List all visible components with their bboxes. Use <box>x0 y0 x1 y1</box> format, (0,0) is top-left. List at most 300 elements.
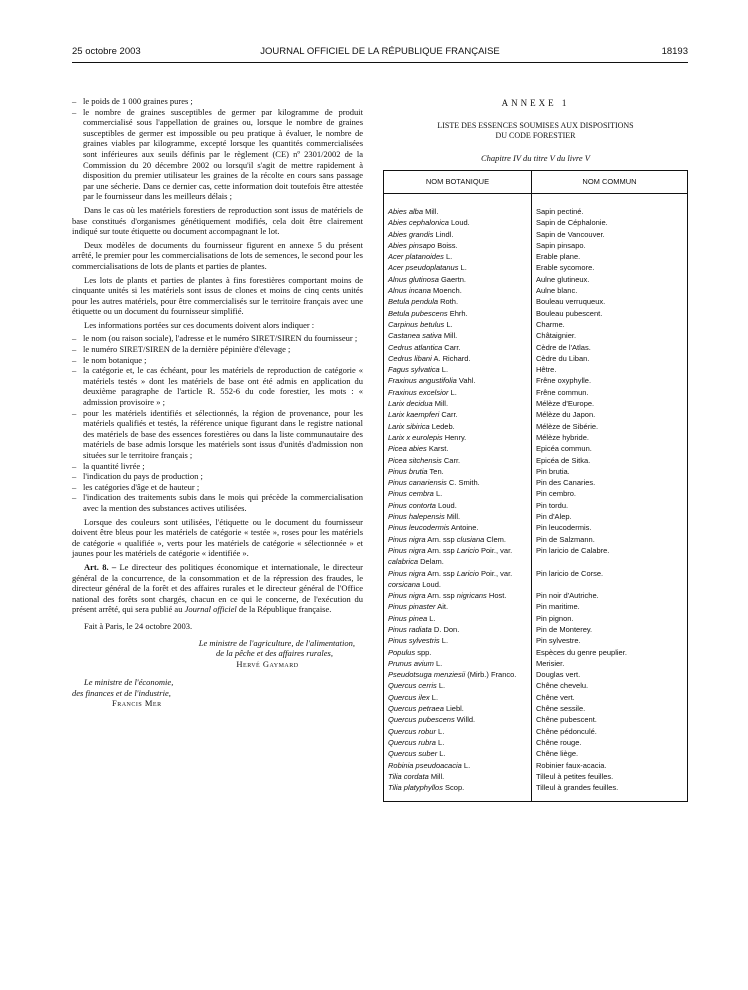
common-name-cell: Pin noir d'Autriche. <box>536 591 599 601</box>
common-name-cell: Châtaignier. <box>536 331 577 341</box>
botanical-name-cell <box>384 771 532 782</box>
article-8 <box>72 562 363 615</box>
article-8-end: de la République française. <box>236 604 332 615</box>
author-name: Ten. <box>427 466 444 476</box>
botanical-name-cell <box>384 455 532 466</box>
botanical-name-cell <box>384 488 532 499</box>
signatory-name: Francis Mer <box>112 698 162 709</box>
species-name: Quercus cerris <box>388 681 437 691</box>
common-name-cell: Pin maritime. <box>536 602 580 612</box>
author-name: Antoine. <box>449 523 479 533</box>
botanical-name-cell <box>384 669 532 680</box>
species-table <box>383 170 688 802</box>
species-name: Acer pseudoplatanus <box>388 263 459 273</box>
common-name-cell: Mélèze du Japon. <box>536 410 596 420</box>
species-name: Betula pubescens <box>388 308 448 318</box>
author-name: Liebl. <box>443 704 464 714</box>
species-name: calabrica <box>388 557 419 567</box>
table-row <box>384 217 688 228</box>
paragraph-colors: Lorsque des couleurs sont utilisées, l'étiquette ou le document du fournisseur doivent être bleus pour les matériels de catégorie « testée », roses pour les matériels de catégorie « qualifiée », verts pour les matériels de catégorie « sélectionnée » et jaunes pour les matériels de catégorie « identifiée ». <box>72 516 363 559</box>
common-name-cell: Robinier faux-acacia. <box>536 760 607 770</box>
species-name: Pinus brutia <box>388 466 428 476</box>
species-name: Tilia cordata <box>388 771 429 781</box>
author-name: Scop. <box>442 783 465 793</box>
species-name: Abies pinsapo <box>388 240 436 250</box>
table-row <box>384 669 688 680</box>
species-name: Populus <box>388 647 416 657</box>
botanical-name-cell <box>384 217 532 228</box>
table-row <box>384 534 688 545</box>
author-name: D. Don. <box>431 624 460 634</box>
author-name: Mill. <box>444 512 461 522</box>
author-name: Mill. <box>423 207 439 216</box>
species-name: Pinus nigra <box>388 568 426 578</box>
common-name-cell: Cèdre du Liban. <box>536 353 590 363</box>
author-name: L. <box>433 489 443 499</box>
botanical-name-cell <box>384 692 532 703</box>
table-row <box>384 511 688 522</box>
author-name: Ait. <box>435 602 449 612</box>
common-name-cell: Sapin de Céphalonie. <box>536 218 608 228</box>
table-row <box>384 703 688 714</box>
species-name: Larix decidua <box>388 399 433 409</box>
column-header-common: NOM COMMUN <box>532 171 688 194</box>
journal-officiel-mention: Journal officiel <box>184 604 237 615</box>
common-name-cell: Tilleul à grandes feuilles. <box>536 783 619 793</box>
botanical-name-cell <box>384 534 532 545</box>
table-row <box>384 466 688 477</box>
common-name-cell: Aulne glutineux. <box>536 274 590 284</box>
botanical-name-cell <box>384 296 532 307</box>
document-info-list <box>72 333 363 513</box>
table-row <box>384 432 688 443</box>
common-name-cell: Charme. <box>536 319 565 329</box>
common-name-cell: Cèdre de l'Atlas. <box>536 342 591 352</box>
paragraph-models: Deux modèles de documents du fournisseur figurent en annexe 5 du présent arrêté, le premier pour les commercialisations de lots de semences, le second pour les commercialisations de lots de plants et parties de plantes. <box>72 239 363 271</box>
common-name-cell: Chêne rouge. <box>536 737 582 747</box>
common-name-cell: Douglas vert. <box>536 670 581 680</box>
common-name-cell: Chêne sessile. <box>536 704 586 714</box>
seed-info-list <box>72 96 363 202</box>
species-name: Fraxinus angustifolia <box>388 376 457 386</box>
common-name-cell: Frêne commun. <box>536 387 589 397</box>
annex-chapter: Chapitre IV du titre V du livre V <box>481 153 590 163</box>
list-item: – le nom botanique ; <box>72 355 363 366</box>
table-row <box>384 319 688 330</box>
botanical-name-cell <box>384 342 532 353</box>
common-name-cell: Pin laricio de Calabre. <box>536 545 610 555</box>
common-name-cell: Chêne pédonculé. <box>536 726 597 736</box>
common-name-cell: Pin pignon. <box>536 613 574 623</box>
author-name: A. Richard. <box>431 353 471 363</box>
species-name: Tilia platyphyllos <box>388 783 443 793</box>
common-name-cell: Chêne vert. <box>536 692 575 702</box>
botanical-name-cell <box>384 590 532 601</box>
table-row <box>384 240 688 251</box>
header-date: 25 octobre 2003 <box>72 46 141 57</box>
botanical-name-cell <box>384 658 532 669</box>
list-item: – le numéro SIRET/SIREN de la dernière pépinière d'élevage ; <box>72 344 363 355</box>
species-name: Laricio <box>456 568 479 578</box>
author-name: Mill. <box>441 331 458 341</box>
species-name: Pinus canariensis <box>388 478 447 488</box>
common-name-cell: Pin de Monterey. <box>536 624 593 634</box>
species-name: Pinus radiata <box>388 624 432 634</box>
botanical-name-cell <box>384 206 532 217</box>
species-name: Abies grandis <box>388 229 434 239</box>
author-name: L. <box>461 760 471 770</box>
species-name: Prunus avium <box>388 658 434 668</box>
signature-title-line-1: Le ministre de l'économie, <box>84 677 174 688</box>
author-name: spp. <box>415 647 432 657</box>
author-name: Clem. <box>484 534 506 544</box>
botanical-name-cell <box>384 568 532 591</box>
botanical-name-cell <box>384 229 532 240</box>
botanical-name-cell <box>384 330 532 341</box>
author-name: Carr. <box>441 455 461 465</box>
botanical-name-cell <box>384 432 532 443</box>
table-row <box>384 726 688 737</box>
article-8-title: Art. 8. – <box>84 561 117 572</box>
common-name-cell: Chêne pubescent. <box>536 715 597 725</box>
list-item: – l'indication du pays de production ; <box>72 471 363 482</box>
table-spacer <box>384 194 688 207</box>
table-row <box>384 409 688 420</box>
botanical-name-cell <box>384 262 532 273</box>
paragraph-info-intro: Les informations portées sur ces documents doivent alors indiquer : <box>84 319 315 330</box>
list-item: – l'indication des traitements subis dans le mois qui précède la commercialisation avec la mention des substances actives utilisées. <box>72 492 363 513</box>
table-row <box>384 680 688 691</box>
table-row <box>384 488 688 499</box>
species-name: Picea sitchensis <box>388 455 442 465</box>
species-name: Fraxinus excelsior <box>388 387 449 397</box>
author-name: Gaertn. <box>438 274 466 284</box>
table-row <box>384 568 688 591</box>
annex-column <box>383 98 688 802</box>
common-name-cell: Epicéa de Sitka. <box>536 455 591 465</box>
table-row <box>384 692 688 703</box>
table-row <box>384 647 688 658</box>
species-name: Abies cephalonica <box>388 218 449 228</box>
species-name: Robinia pseudoacacia <box>388 760 462 770</box>
species-name: Quercus suber <box>388 749 438 759</box>
signature-title-line-2: de la pêche et des affaires rurales, <box>215 648 333 659</box>
species-name: Quercus ilex <box>388 692 430 702</box>
botanical-name-cell <box>384 409 532 420</box>
table-row <box>384 522 688 533</box>
list-item: – la quantité livrée ; <box>72 461 363 472</box>
author-name: L. <box>435 737 445 747</box>
signature-agriculture <box>72 638 363 670</box>
header-page-number: 18193 <box>661 46 688 57</box>
botanical-name-cell <box>384 477 532 488</box>
botanical-name-cell <box>384 364 532 375</box>
common-name-cell: Pin cembro. <box>536 489 577 499</box>
species-name: Pinus nigra <box>388 591 426 601</box>
table-row <box>384 760 688 771</box>
author-name: Carr. <box>442 342 461 352</box>
author-name: L. <box>458 263 467 273</box>
common-name-cell: Pin sylvestre. <box>536 636 581 646</box>
common-name-cell: Sapin de Vancouver. <box>536 229 605 239</box>
table-row <box>384 748 688 759</box>
species-name: Abies alba <box>388 207 424 216</box>
species-name: Picea abies <box>388 444 427 454</box>
author-name: L. <box>427 613 436 623</box>
common-name-cell: Mélèze de Sibérie. <box>536 421 599 431</box>
author-name: Arn. ssp <box>425 568 457 578</box>
annex-title: ANNEXE 1 <box>501 98 570 108</box>
species-name: Pinus sylvestris <box>388 636 440 646</box>
table-row <box>384 398 688 409</box>
botanical-name-cell <box>384 375 532 386</box>
annex-subtitle-line-1: LISTE DES ESSENCES SOUMISES AUX DISPOSITIONS <box>437 121 634 130</box>
paragraph-small-lots: Les lots de plants et parties de plantes à fins forestières comportant moins de cinquante unités si les matériels sont issus de clones et moins de cinq cents unités pour les autres matériels, pour être commercialisés sur le territoire français avec une étiquette ou un document du fournisseur simplifié. <box>72 274 363 317</box>
common-name-cell: Merisier. <box>536 658 565 668</box>
author-name: Roth. <box>438 297 459 307</box>
table-row <box>384 364 688 375</box>
author-name: Delam. <box>418 557 444 567</box>
botanical-name-cell <box>384 726 532 737</box>
botanical-name-cell <box>384 714 532 725</box>
botanical-name-cell <box>384 353 532 364</box>
table-row <box>384 229 688 240</box>
table-row <box>384 296 688 307</box>
botanical-name-cell <box>384 500 532 511</box>
column-header-botanical: NOM BOTANIQUE <box>384 171 532 194</box>
species-name: Pinus halepensis <box>388 512 445 522</box>
botanical-name-cell <box>384 647 532 658</box>
species-name: corsicana <box>388 579 421 589</box>
author-name: Loud. <box>448 218 470 228</box>
list-item: – la catégorie et, le cas échéant, pour les matériels de reproduction de catégorie « matériels testés » dont les matériels de base ont été admis en application du deuxième paragraphe de l'article R. 552-6 du code forestier, les mots : « admission provisoire » ; <box>72 365 363 407</box>
table-row <box>384 251 688 262</box>
table-row <box>384 330 688 341</box>
author-name: L. <box>439 636 449 646</box>
species-name: Larix sibirica <box>388 421 430 431</box>
author-name: Moench. <box>430 286 462 296</box>
author-name: Poir., var. <box>478 545 513 555</box>
species-name: Larix x eurolepis <box>388 432 443 442</box>
author-name: L. <box>439 365 449 375</box>
species-name: Castanea sativa <box>388 331 442 341</box>
botanical-name-cell <box>384 680 532 691</box>
botanical-name-cell <box>384 601 532 612</box>
botanical-name-cell <box>384 443 532 454</box>
signature-title-line-2: des finances et de l'industrie, <box>72 687 171 698</box>
author-name: Arn. ssp <box>425 591 457 601</box>
botanical-name-cell <box>384 466 532 477</box>
author-name: L. <box>448 387 457 397</box>
table-row <box>384 342 688 353</box>
table-row <box>384 421 688 432</box>
author-name: Loud. <box>420 579 441 589</box>
author-name: L. <box>429 692 439 702</box>
botanical-name-cell <box>384 703 532 714</box>
common-name-cell: Epicéa commun. <box>536 444 592 454</box>
botanical-name-cell <box>384 613 532 624</box>
author-name: Mill. <box>432 399 449 409</box>
botanical-name-cell <box>384 748 532 759</box>
author-name: Loud. <box>435 500 457 510</box>
done-at: Fait à Paris, le 24 octobre 2003. <box>84 620 193 631</box>
species-name: Pinus nigra <box>388 534 426 544</box>
list-item: – le poids de 1 000 graines pures ; <box>72 96 363 107</box>
header-rule <box>72 62 688 63</box>
botanical-name-cell <box>384 624 532 635</box>
species-name: Pinus nigra <box>388 545 426 555</box>
author-name: Vahl. <box>456 376 476 386</box>
species-name: Acer platanoides <box>388 252 444 262</box>
common-name-cell: Erable plane. <box>536 252 581 262</box>
botanical-name-cell <box>384 398 532 409</box>
author-name: Carr. <box>439 410 458 420</box>
paragraph-gmo: Dans le cas où les matériels forestiers de reproduction sont issus de matériels de base constitués d'organismes génétiquement modifiés, cela doit être clairement indiqué sur toute étiquette ou document accompagnant le lot. <box>72 204 363 237</box>
table-spacer <box>384 793 688 802</box>
author-name: (Mirb.) Franco. <box>465 670 517 680</box>
table-row <box>384 613 688 624</box>
page-header <box>72 46 688 60</box>
common-name-cell: Sapin pinsapo. <box>536 240 586 250</box>
botanical-name-cell <box>384 421 532 432</box>
common-name-cell: Bouleau verruqueux. <box>536 297 606 307</box>
author-name: Arn. ssp <box>425 534 457 544</box>
author-name: L. <box>436 681 446 691</box>
author-name: Lindl. <box>433 229 454 239</box>
author-name: Willd. <box>454 715 476 725</box>
table-row <box>384 590 688 601</box>
common-name-cell: Erable sycomore. <box>536 263 595 273</box>
list-item: – les catégories d'âge et de hauteur ; <box>72 482 363 493</box>
table-row <box>384 624 688 635</box>
common-name-cell: Mélèze d'Europe. <box>536 399 595 409</box>
common-name-cell: Pin d'Alep. <box>536 512 572 522</box>
table-row <box>384 443 688 454</box>
author-name: C. Smith. <box>446 478 480 488</box>
common-name-cell: Mélèze hybride. <box>536 432 589 442</box>
botanical-name-cell <box>384 387 532 398</box>
author-name: Henry. <box>442 432 467 442</box>
common-name-cell: Pin tordu. <box>536 500 569 510</box>
table-row <box>384 714 688 725</box>
author-name: L. <box>444 319 453 329</box>
table-row <box>384 545 688 568</box>
species-name: Betula pendula <box>388 297 439 307</box>
species-name: Quercus rubra <box>388 737 436 747</box>
species-name: Larix kaempferi <box>388 410 440 420</box>
species-name: Laricio <box>456 545 479 555</box>
author-name: Karst. <box>426 444 449 454</box>
species-name: Cedrus atlantica <box>388 342 443 352</box>
common-name-cell: Chêne chevelu. <box>536 681 589 691</box>
table-row <box>384 274 688 285</box>
author-name: Arn. ssp <box>425 545 457 555</box>
table-row <box>384 353 688 364</box>
author-name: Host. <box>486 591 507 601</box>
list-item: – pour les matériels identifiés et sélectionnés, la région de provenance, pour les matériels qualifiés et testés, la référence unique figurant dans le registre national des matériels de base des essences forestières ou dans la liste communautaire des matériels de base admis lorsque les matériels sont issus d'unités d'admission non situées sur le territoire français ; <box>72 408 363 461</box>
common-name-cell: Pin leucodermis. <box>536 523 592 533</box>
common-name-cell: Pin des Canaries. <box>536 478 596 488</box>
table-row <box>384 387 688 398</box>
author-name: L. <box>443 252 453 262</box>
author-name: L. <box>437 749 446 759</box>
signature-title-line-1: Le ministre de l'agriculture, de l'alimentation, <box>198 637 355 648</box>
table-row <box>384 308 688 319</box>
list-item: – le nom (ou raison sociale), l'adresse et le numéro SIRET/SIREN du fournisseur ; <box>72 333 363 344</box>
common-name-cell: Frêne oxyphylle. <box>536 376 592 386</box>
author-name: Poir., var. <box>478 568 513 578</box>
botanical-name-cell <box>384 511 532 522</box>
table-row <box>384 658 688 669</box>
table-row <box>384 782 688 793</box>
botanical-name-cell <box>384 240 532 251</box>
author-name: L. <box>435 726 445 736</box>
common-name-cell: Pin brutia. <box>536 466 570 476</box>
signatory-name: Hervé Gaymard <box>236 658 299 669</box>
species-name: nigricans <box>456 591 487 601</box>
table-row <box>384 455 688 466</box>
botanical-name-cell <box>384 522 532 533</box>
species-name: Pinus cembra <box>388 489 434 499</box>
species-name: Pinus leucodermis <box>388 523 450 533</box>
table-row <box>384 375 688 386</box>
header-title: JOURNAL OFFICIEL DE LA RÉPUBLIQUE FRANÇAISE <box>260 46 500 57</box>
left-column <box>72 96 363 709</box>
species-name: Fagus sylvatica <box>388 365 440 375</box>
table-row <box>384 477 688 488</box>
table-row <box>384 262 688 273</box>
botanical-name-cell <box>384 274 532 285</box>
common-name-cell: Espèces du genre peuplier. <box>536 647 627 657</box>
botanical-name-cell <box>384 760 532 771</box>
species-name: Pinus pinaster <box>388 602 436 612</box>
species-name: Quercus pubescens <box>388 715 455 725</box>
table-row <box>384 500 688 511</box>
author-name: Ehrh. <box>447 308 468 318</box>
common-name-cell: Pin laricio de Corse. <box>536 568 604 578</box>
common-name-cell: Hêtre. <box>536 365 557 375</box>
species-name: Quercus petraea <box>388 704 444 714</box>
annex-subtitle-line-2: DU CODE FORESTIER <box>495 131 576 140</box>
botanical-name-cell <box>384 737 532 748</box>
common-name-cell: Bouleau pubescent. <box>536 308 603 318</box>
botanical-name-cell <box>384 782 532 793</box>
table-row <box>384 206 688 217</box>
common-name-cell: Chêne liège. <box>536 749 579 759</box>
author-name: Boiss. <box>435 240 458 250</box>
signature-economy <box>72 677 363 709</box>
table-row <box>384 635 688 646</box>
botanical-name-cell <box>384 319 532 330</box>
table-row <box>384 285 688 296</box>
common-name-cell: Pin de Salzmann. <box>536 534 595 544</box>
author-name: Ledeb. <box>429 421 455 431</box>
species-name: Quercus robur <box>388 726 436 736</box>
botanical-name-cell <box>384 308 532 319</box>
botanical-name-cell <box>384 635 532 646</box>
table-row <box>384 737 688 748</box>
table-row <box>384 601 688 612</box>
common-name-cell: Aulne blanc. <box>536 286 578 296</box>
species-name: Pinus contorta <box>388 500 436 510</box>
annex-subtitle <box>383 121 688 141</box>
author-name: Mill. <box>428 771 445 781</box>
species-name: Cedrus libani <box>388 353 432 363</box>
table-row <box>384 771 688 782</box>
botanical-name-cell <box>384 545 532 568</box>
species-name: clusiana <box>456 534 485 544</box>
species-name: Pinus pinea <box>388 613 428 623</box>
